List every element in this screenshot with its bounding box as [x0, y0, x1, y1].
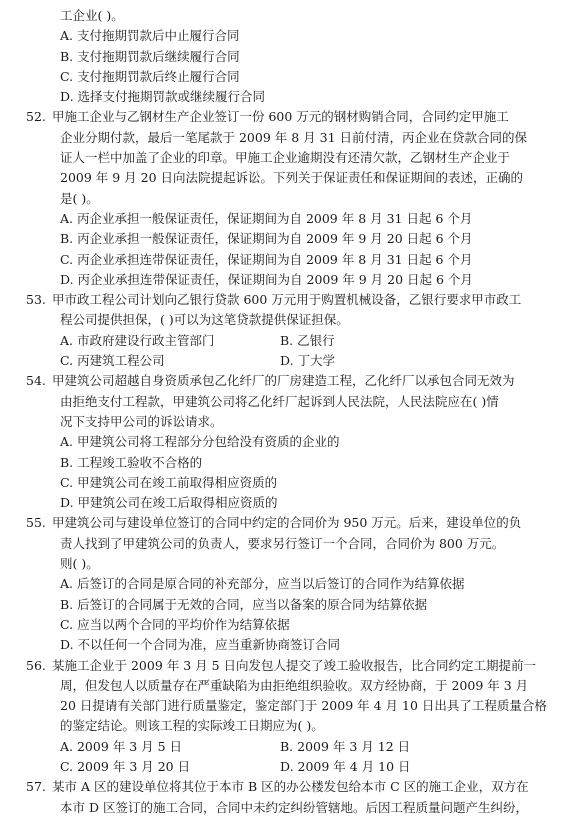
- q55-stem-line-3: 则( )。: [60, 556, 99, 572]
- q55-text: 甲建筑公司与建设单位签订的合同中约定的合同价为 950 万元。后来，建设单位的负: [52, 515, 522, 531]
- q57-stem-line-1: [26, 777, 558, 797]
- q52-option-c: C. 丙企业承担连带保证责任，保证期间为自 2009 年 8 月 31 日起 6 个月: [60, 251, 473, 267]
- q53-stem-line-2: 程公司提供担保，( )可以为这笔贷款提供保证担保。: [60, 312, 349, 328]
- q56-stem-line-1: [26, 656, 558, 676]
- q52-stem-line-4: 2009 年 9 月 20 日向法院提起诉讼。下列关于保证责任和保证期间的表述，正确的: [60, 170, 524, 186]
- q51-option-a: A. 支付拖期罚款后中止履行合同: [60, 28, 240, 44]
- q55-stem-line-2: 责人找到了甲建筑公司的负责人，要求另行签订一个合同，合同价为 800 万元。: [60, 535, 505, 551]
- q56-option-d: D. 2009 年 4 月 10 日: [280, 758, 411, 774]
- q54-stem-line-1: [26, 371, 558, 391]
- q54-option-c: C. 甲建筑公司在竣工前取得相应资质的: [60, 474, 278, 490]
- q52-option-a: A. 丙企业承担一般保证责任，保证期间为自 2009 年 8 月 31 日起 6 个月: [60, 210, 473, 226]
- q57-number: 57.: [26, 779, 46, 795]
- q51-option-c: C. 支付拖期罚款后终止履行合同: [60, 68, 240, 84]
- q56-text: 某施工企业于 2009 年 3 月 5 日向发包人提交了竣工验收报告，比合同约定工期提前一: [52, 657, 537, 673]
- q55-stem-line-1: [26, 513, 558, 533]
- q56-number: 56.: [26, 657, 46, 673]
- q56-stem-line-3: 20 日提请有关部门进行质量鉴定，鉴定部门于 2009 年 4 月 10 日出具了工程质量合格: [60, 698, 547, 714]
- q56-options-row-2: [26, 757, 558, 777]
- q56-options-row-1: [26, 737, 558, 757]
- q53-stem-line-1: [26, 290, 558, 310]
- q56-stem-line-2: 周，但发包人以质量存在严重缺陷为由拒绝组织验收。双方经协商，于 2009 年 3 月: [60, 677, 529, 693]
- q55-option-b: B. 后签订的合同属于无效的合同，应当以备案的原合同为结算依据: [60, 596, 428, 612]
- q51-option-d: D. 选择支付拖期罚款或继续履行合同: [60, 89, 266, 105]
- q54-number: 54.: [26, 373, 46, 389]
- q52-option-b: B. 丙企业承担一般保证责任，保证期间为自 2009 年 9 月 20 日起 6 个月: [60, 231, 473, 247]
- q56-option-c: C. 2009 年 3 月 20 日: [60, 758, 191, 774]
- q53-option-b: B. 乙银行: [280, 332, 335, 348]
- q52-text: 甲施工企业与乙钢材生产企业签订一份 600 万元的钢材购销合同，合同约定甲施工: [52, 109, 509, 125]
- q53-option-d: D. 丁大学: [280, 353, 336, 369]
- q54-text: 甲建筑公司超越自身资质承包乙化纤厂的厂房建造工程，乙化纤厂以承包合同无效为: [52, 373, 515, 389]
- q52-stem-line-2: 企业分期付款，最后一笔尾款于 2009 年 8 月 31 日前付清，丙企业在贷款合同的保: [60, 129, 528, 145]
- q55-option-d: D. 不以任何一个合同为准，应当重新协商签订合同: [60, 637, 341, 653]
- q54-option-a: A. 甲建筑公司将工程部分分包给没有资质的企业的: [60, 434, 340, 450]
- q52-number: 52.: [26, 109, 46, 125]
- q56-option-b: B. 2009 年 3 月 12 日: [280, 738, 411, 754]
- q57-stem-line-2: 本市 D 区签订的施工合同，合同中未约定纠纷管辖地。后因工程质量问题产生纠纷，: [60, 799, 528, 815]
- q54-stem-line-3: 况下支持甲公司的诉讼请求。: [60, 413, 223, 429]
- q55-number: 55.: [26, 515, 46, 531]
- q53-text: 甲市政工程公司计划向乙银行贷款 600 万元用于购置机械设备，乙银行要求甲市政工: [52, 292, 522, 308]
- q51-continuation: 工企业( )。: [60, 8, 124, 23]
- q51-option-b: B. 支付拖期罚款后继续履行合同: [60, 48, 240, 64]
- q53-number: 53.: [26, 292, 46, 308]
- q53-option-a: A. 市政府建设行政主管部门: [60, 332, 215, 348]
- q52-stem-line-5: 是( )。: [60, 190, 99, 206]
- q54-option-b: B. 工程竣工验收不合格的: [60, 454, 203, 470]
- q53-options-row-2: [26, 351, 558, 371]
- q57-text: 某市 A 区的建设单位将其位于本市 B 区的办公楼发包给本市 C 区的施工企业，双方在: [52, 779, 529, 795]
- q53-option-c: C. 丙建筑工程公司: [60, 353, 165, 369]
- q55-option-a: A. 后签订的合同是原合同的补充部分，应当以后签订的合同作为结算依据: [60, 576, 465, 592]
- q52-option-d: D. 丙企业承担连带保证责任，保证期间为自 2009 年 9 月 20 日起 6 个月: [60, 271, 473, 287]
- q56-option-a: A. 2009 年 3 月 5 日: [60, 738, 183, 754]
- q52-stem-line-1: [26, 107, 558, 127]
- q54-stem-line-2: 由拒绝支付工程款，甲建筑公司将乙化纤厂起诉到人民法院，人民法院应在( )情: [60, 393, 499, 409]
- q54-option-d: D. 甲建筑公司在竣工后取得相应资质的: [60, 495, 278, 511]
- q56-stem-line-4: 的鉴定结论。则该工程的实际竣工日期应为( )。: [60, 718, 324, 734]
- q52-stem-line-3: 证人一栏中加盖了企业的印章。甲施工企业逾期没有还清欠款，乙钢材生产企业于: [60, 150, 511, 166]
- q53-options-row-1: [26, 331, 558, 351]
- q55-option-c: C. 应当以两个合同的平均价作为结算依据: [60, 616, 290, 632]
